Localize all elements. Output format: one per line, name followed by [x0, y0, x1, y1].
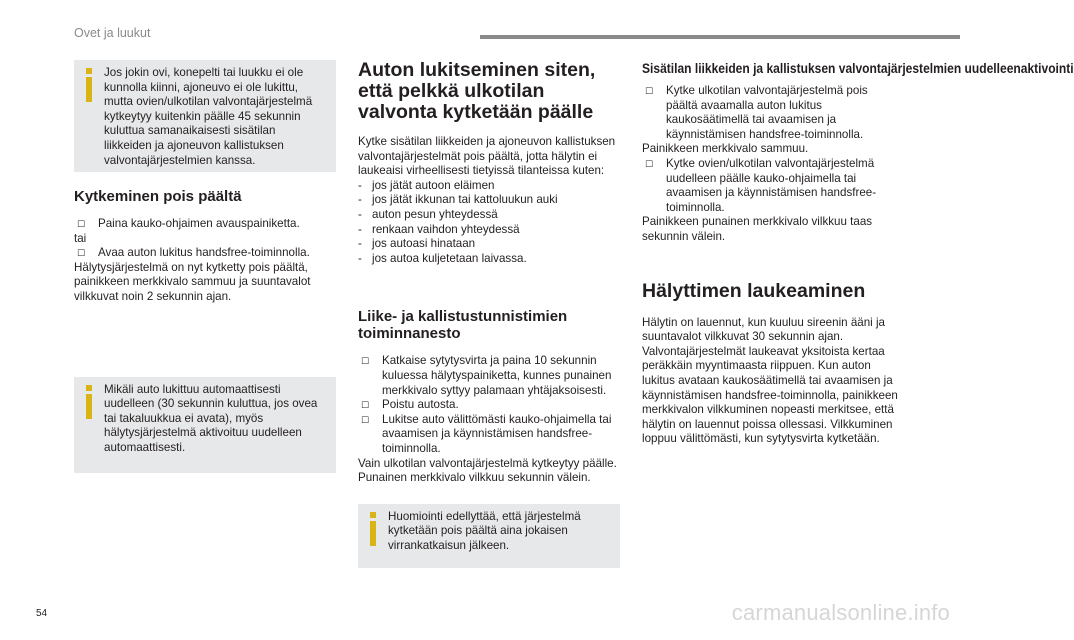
note-text: Jos jokin ovi, konepelti tai luukku ei ole kunnolla kiinni, ajoneuvo ei ole lukittu, mutta ovien/ulkotilan valvontajärjestelmä kytkeytyy kuitenkin päälle 45 sekunnin kuluttua samanaikaisesti sisätilan liikkeiden ja ajoneuvon kallistuksen valvontajärjestelmien kanssa. [104, 66, 313, 167]
section-heading-trigger: Hälyttimen laukeaminen [642, 279, 866, 302]
step-item: ☐ Kytke ovien/ulkotilan valvontajärjestelmä uudelleen päälle kauko-ohjaimella tai avaamisen ja käynnistämisen handsfree-toiminnolla. [642, 157, 902, 215]
info-icon [84, 68, 94, 102]
note-text: Huomiointi edellyttää, että järjestelmä kytketään pois päältä aina jokaisen virrankatkaisun jälkeen. [388, 509, 581, 552]
list-item: - renkaan vaihdon yhteydessä [358, 222, 520, 236]
column-1 [74, 60, 336, 473]
step-item: ☐ Kytke ulkotilan valvontajärjestelmä pois päältä avaamalla auton lukitus kaukosäätimellä tai avaamisen ja käynnistämisen handsfree-toiminnolla. [642, 84, 902, 142]
step-item: ☐ Lukitse auto välittömästi kauko-ohjaimella tai avaamisen ja käynnistämisen handsfree-toiminnolla. [358, 413, 620, 457]
column-3 [642, 60, 1074, 447]
info-icon [84, 385, 94, 419]
step-arrow-icon: ☐ [76, 219, 86, 229]
watermark: carmanualsonline.info [731, 600, 950, 625]
note-text: Mikäli auto lukittuu automaattisesti uudelleen (30 sekunnin kuluttua, jos ovea tai takaluukkua ei avata), myös hälytysjärjestelmä aktivoituu uudelleen automaattisesti. [104, 382, 318, 454]
step-item: ☐ Katkaise sytytysvirta ja paina 10 sekunnin kuluessa hälytyspainiketta, kunnes punainen merkkivalo syttyy palamaan yhtäjaksoisesti. [358, 354, 620, 398]
step-arrow-icon: ☐ [76, 248, 86, 259]
step-arrow-icon: ☐ [360, 356, 370, 367]
list-item: - auton pesun yhteydessä [358, 207, 498, 221]
page-number: 54 [36, 608, 48, 619]
body-text: Painikkeen merkkivalo sammuu. [642, 142, 809, 156]
section-heading-reactivation: Sisätilan liikkeiden ja kallistuksen valvontajärjestelmien uudelleenaktivointi [642, 60, 1074, 76]
section-heading-perimeter: Auton lukitseminen siten, että pelkkä ulkotilan valvonta kytketään päälle [358, 59, 596, 123]
info-note-3 [358, 504, 620, 568]
step-item: ☐ Avaa auton lukitus handsfree-toiminnolla. [74, 246, 336, 261]
info-note-2 [74, 377, 336, 473]
step-arrow-icon: ☐ [644, 158, 654, 169]
section-heading-disarm: Kytkeminen pois päältä [74, 188, 242, 205]
list-item: - jos jätät autoon eläimen [358, 178, 495, 192]
step-arrow-icon: ☐ [360, 400, 370, 411]
column-2 [358, 60, 620, 568]
section-title: Ovet ja luukut [74, 26, 151, 40]
info-icon [368, 512, 378, 546]
list-item: - jos autoasi hinataan [358, 237, 476, 251]
info-note-1 [74, 60, 336, 172]
step-item: ☐ Paina kauko-ohjaimen avauspainiketta. [74, 217, 336, 232]
body-text: Painikkeen punainen merkkivalo vilkkuu taas sekunnin välein. [642, 215, 873, 243]
step-arrow-icon: ☐ [360, 414, 370, 425]
header-bar [480, 35, 960, 39]
list-item: - jos autoa kuljetetaan laivassa. [358, 251, 527, 265]
list-item: - jos jätät ikkunan tai kattoluukun auki [358, 193, 558, 207]
situation-list [358, 179, 620, 267]
or-text: tai [74, 231, 87, 245]
body-text: Hälytin on lauennut, kun kuuluu sireenin ääni ja suuntavalot vilkkuvat 30 sekunnin ajan. Valvontajärjestelmät laukeavat yksitoista kertaa peräkkäin myyntimaasta riippuen. Kun auton lukitus avataan kaukosäätimellä tai avaamisen ja käynnistämisen handsfree-toiminnolla, painikkeen merkkivalon vilkkuminen nopeasti merkitsee, että hälytin on lauennut poissa ollessasi. Vilkkuminen loppuu välittömästi, kun sytytysvirta kytketään. [642, 315, 898, 446]
section-heading-sensors: Liike- ja kallistustunnistimien toiminnanesto [358, 308, 568, 343]
step-item: ☐ Poistu autosta. [358, 398, 620, 413]
body-text: Kytke sisätilan liikkeiden ja ajoneuvon kallistuksen valvontajärjestelmät pois päältä, jotta hälytin ei laukeaisi virheellisesti tietyissä tilanteissa kuten: [358, 135, 616, 178]
body-text: Hälytysjärjestelmä on nyt kytketty pois päältä, painikkeen merkkivalo sammuu ja suuntavalot vilkkuvat noin 2 sekunnin ajan. [74, 260, 311, 303]
body-text: Vain ulkotilan valvontajärjestelmä kytkeytyy päälle. Punainen merkkivalo vilkkuu sekunnin välein. [358, 456, 617, 485]
step-arrow-icon: ☐ [644, 86, 654, 96]
